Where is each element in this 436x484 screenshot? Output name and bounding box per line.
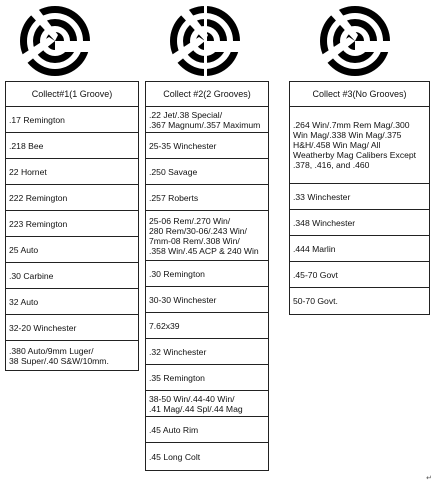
list-item: .30 Carbine	[6, 263, 138, 289]
paragraph-mark: ↵	[426, 475, 432, 482]
list-item: .33 Winchester	[290, 184, 429, 210]
list-item: 50-70 Govt.	[293, 296, 338, 306]
list-item: 22 Hornet	[6, 159, 138, 185]
list-item: 32-20 Winchester	[6, 315, 138, 341]
list-item: .380 Auto/9mm Luger/ 38 Super/.40 S&W/10mm.	[9, 345, 109, 366]
list-item: .22 Jet/.38 Special/ .367 Magnum/.357 Maximum	[146, 107, 268, 133]
collet-no-grooves-icon	[318, 4, 392, 78]
list-item: .45-70 Govt	[290, 262, 429, 288]
collect-2-column	[145, 81, 269, 471]
list-item: .444 Marlin	[290, 236, 429, 262]
list-item: 7.62x39	[146, 313, 268, 339]
collet-1-groove-icon	[18, 4, 92, 78]
collect-2-header: Collect #2(2 Grooves)	[146, 82, 268, 107]
list-item: 222 Remington	[6, 185, 138, 211]
list-item: .30 Remington	[146, 261, 268, 287]
list-item: 25-06 Rem/.270 Win/ 280 Rem/30-06/.243 Win/ 7mm-08 Rem/.308 Win/ .358 Win/.45 ACP & 240 Win	[146, 211, 268, 261]
list-item: .257 Roberts	[146, 185, 268, 211]
list-item: .264 Win/.7mm Rem Mag/.300 Win Mag/.338 Win Mag/.375 H&H/.458 Win Mag/ All Weatherby Mag Calibers Except .378, .416, and .460	[290, 107, 429, 184]
list-item: .32 Winchester	[146, 339, 268, 365]
list-item: .45 Long Colt	[149, 451, 201, 462]
list-item: .218 Bee	[6, 133, 138, 159]
list-item: .45 Auto Rim	[146, 417, 268, 443]
list-item: .35 Remington	[146, 365, 268, 391]
list-item: 25-35 Winchester	[146, 133, 268, 159]
list-item: 30-30 Winchester	[146, 287, 268, 313]
collect-3-column	[289, 81, 430, 315]
collet-2-grooves-icon	[168, 4, 242, 78]
list-item: .17 Remington	[6, 107, 138, 133]
list-item: 223 Remington	[6, 211, 138, 237]
list-item: 32 Auto	[6, 289, 138, 315]
list-item: 38-50 Win/.44-40 Win/ .41 Mag/.44 Spl/.44 Mag	[146, 391, 268, 417]
list-item: 25 Auto	[6, 237, 138, 263]
collect-3-header: Collect #3(No Grooves)	[290, 82, 429, 107]
collect-1-header: Collect#1(1 Groove)	[6, 82, 138, 107]
list-item: .348 Winchester	[290, 210, 429, 236]
collect-1-column	[5, 81, 139, 371]
list-item: .250 Savage	[146, 159, 268, 185]
